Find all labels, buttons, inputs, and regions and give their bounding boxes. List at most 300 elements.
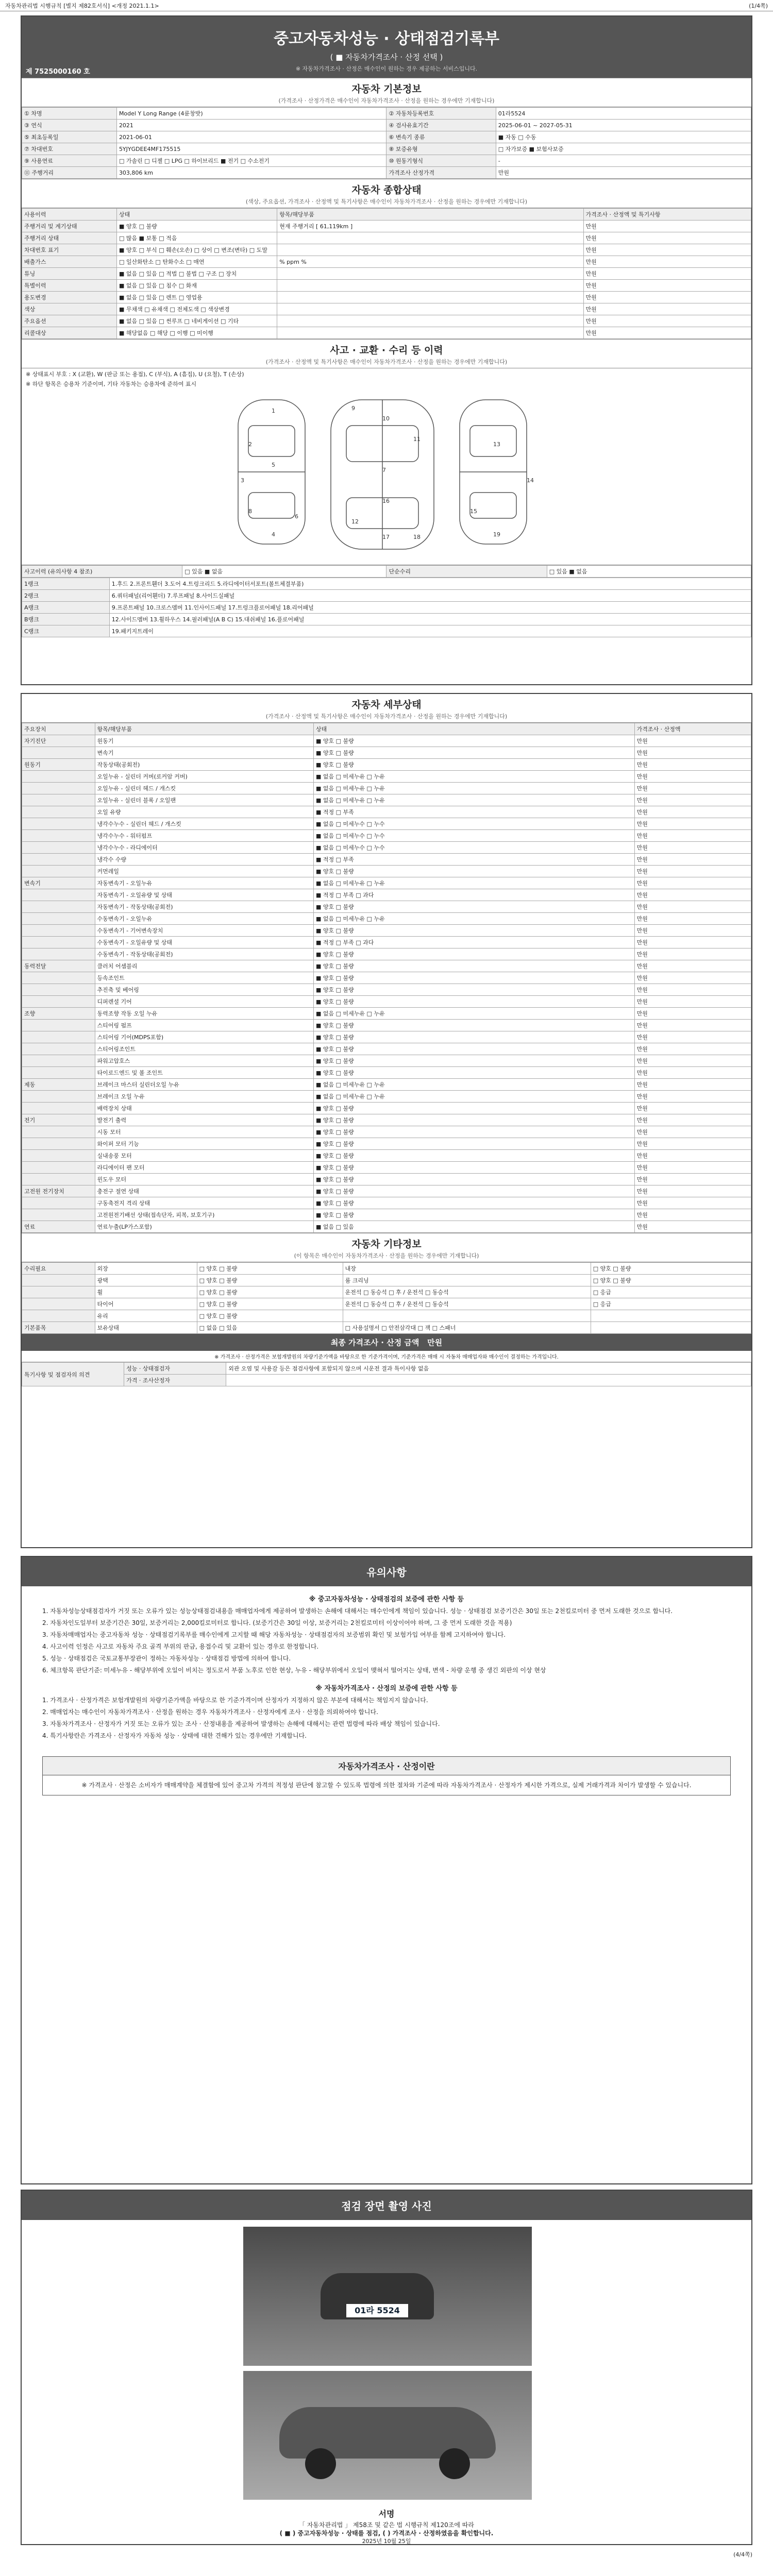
table-row bbox=[22, 1162, 751, 1174]
field-label: 가격조사 산정가격 bbox=[386, 167, 496, 179]
item-name: 배력장치 상태 bbox=[95, 1103, 314, 1114]
table-row bbox=[22, 1275, 751, 1286]
form-reference: 자동차관리법 시행규칙 [별지 제82호서식] <개정 2021.1.1> bbox=[5, 2, 159, 9]
row-value bbox=[277, 244, 583, 256]
table-row bbox=[22, 1185, 751, 1197]
note-item: 2. 매매업자는 매수인이 자동차가격조사 · 산정을 원하는 경우 자동차가격조사 · 산정자에게 조사 · 산정을 의뢰하여야 합니다. bbox=[42, 1708, 378, 1716]
table-row bbox=[22, 268, 751, 280]
row-value bbox=[277, 327, 583, 339]
device-group bbox=[22, 1150, 95, 1162]
table-row bbox=[22, 854, 751, 866]
notes-body bbox=[22, 1586, 751, 1749]
section-sub-basic: (가격조사 · 산정가격은 매수인이 자동차가격조사 · 산정을 원하는 경우에만 기재합니다) bbox=[22, 96, 751, 107]
item-status: ■ 양호 □ 불량 bbox=[314, 996, 635, 1008]
vehicle-diagram bbox=[22, 389, 751, 565]
item-name: 수동변속기 - 작동상태(공회전) bbox=[95, 948, 314, 960]
device-group bbox=[22, 1209, 95, 1221]
diagram-part-number: 16 bbox=[382, 498, 390, 504]
field-label: ④ 검사유효기간 bbox=[386, 120, 496, 131]
item-name: 시동 모터 bbox=[95, 1126, 314, 1138]
license-plate: 01라 5524 bbox=[346, 2304, 408, 2317]
section-title-overall: 자동차 종합상태 bbox=[22, 179, 751, 197]
note-item: 1. 자동차성능상태점검자가 거짓 또는 오류가 있는 성능상태점검내용을 매매업자에게 제공하여 발생하는 손해에 대해서는 매수인에게 책임이 있습니다. 성능 · 상태점검 보증기간은 30일 또는 2천킬로미터 중 먼저 도래한 것으로 합니다. bbox=[42, 1607, 673, 1615]
table-row bbox=[22, 1103, 751, 1114]
other-cell: 광택 bbox=[95, 1275, 197, 1286]
row-label: 주행거리 상태 bbox=[22, 232, 117, 244]
device-group bbox=[22, 1091, 95, 1103]
device-group bbox=[22, 1174, 95, 1185]
row-value: 만원 bbox=[583, 232, 751, 244]
device-group bbox=[22, 1067, 95, 1079]
table-row bbox=[22, 1031, 751, 1043]
row-value bbox=[277, 232, 583, 244]
field-value: 만원 bbox=[496, 167, 751, 179]
item-price: 만원 bbox=[634, 1114, 751, 1126]
special-notes-table bbox=[22, 1362, 751, 1386]
other-cell: □ 양호 □ 불량 bbox=[591, 1263, 751, 1275]
other-cell: 유리 bbox=[95, 1310, 197, 1322]
page-1 bbox=[21, 15, 752, 685]
item-name: 파워고압호스 bbox=[95, 1055, 314, 1067]
item-price: 만원 bbox=[634, 1126, 751, 1138]
table-row bbox=[22, 901, 751, 913]
other-cell: □ 응급 bbox=[591, 1286, 751, 1298]
table-row bbox=[22, 1091, 751, 1103]
note-item: 3. 자동차가격조사 · 산정자가 거짓 또는 오류가 있는 조사 · 산정내용을 제공하여 발생하는 손해에 대해서는 관련 법령에 따라 배상 책임이 있습니다. bbox=[42, 1720, 440, 1727]
other-cell: □ 양호 □ 불량 bbox=[197, 1275, 343, 1286]
row-value: □ 많음 ■ 보통 □ 적음 bbox=[116, 232, 277, 244]
table-row bbox=[22, 143, 751, 155]
other-cell: 룸 크리닝 bbox=[343, 1275, 591, 1286]
diagram-part-number: 1 bbox=[272, 408, 275, 414]
diagram-part-number: 19 bbox=[493, 531, 500, 538]
note-item: 4. 특기사항란은 가격조사 · 산정자가 자동차 성능 · 상태에 대한 견해가 있는 경우에만 기재합니다. bbox=[42, 1732, 307, 1739]
row-value: ■ 없음 □ 있음 □ 침수 □ 화재 bbox=[116, 280, 277, 292]
item-status: ■ 양호 □ 불량 bbox=[314, 1138, 635, 1150]
device-group bbox=[22, 818, 95, 830]
item-price: 만원 bbox=[634, 806, 751, 818]
device-group bbox=[22, 889, 95, 901]
table-row bbox=[22, 1067, 751, 1079]
column-header: 사용이력 bbox=[22, 209, 117, 221]
row-value: 만원 bbox=[583, 256, 751, 268]
diagram-part-number: 13 bbox=[493, 441, 500, 448]
table-row bbox=[22, 167, 751, 179]
history-label: 사고이력 (유의사항 4 참조) bbox=[22, 566, 182, 578]
row-label: 차대번호 표기 bbox=[22, 244, 117, 256]
section-sub-overall: (색상, 주요옵션, 가격조사 · 산정액 및 특기사항은 매수인이 자동차가격조사 · 산정을 원하는 경우에만 기재합니다) bbox=[22, 197, 751, 208]
document-title: 중고자동차성능 · 상태점검기록부 bbox=[273, 30, 499, 48]
device-group bbox=[22, 1031, 95, 1043]
table-row bbox=[22, 889, 751, 901]
item-name: 수동변속기 - 기어변속장치 bbox=[95, 925, 314, 937]
item-status: ■ 양호 □ 불량 bbox=[314, 735, 635, 747]
item-name: 스티어링 펌프 bbox=[95, 1020, 314, 1031]
item-price: 만원 bbox=[634, 1209, 751, 1221]
item-name: 오일누유 - 실린더 헤드 / 개스킷 bbox=[95, 783, 314, 794]
row-value: 만원 bbox=[583, 221, 751, 232]
table-row bbox=[22, 925, 751, 937]
device-group bbox=[22, 747, 95, 759]
row-label: 배출가스 bbox=[22, 256, 117, 268]
item-price: 만원 bbox=[634, 925, 751, 937]
diagram-part-number: 12 bbox=[351, 518, 359, 525]
item-price: 만원 bbox=[634, 1138, 751, 1150]
row-label: 주요옵션 bbox=[22, 315, 117, 327]
valuation-box-text: ※ 가격조사 · 산정은 소비자가 매매계약을 체결함에 있어 중고차 가격의 적정성 판단에 참고할 수 있도록 법령에 의한 절차와 기준에 따라 자동차가격조사 · 산정자가 제시한 가격으로, 실제 거래가격과 차이가 발생할 수 있습니다. bbox=[81, 1782, 692, 1789]
other-cell: 외장 bbox=[95, 1263, 197, 1275]
other-cell bbox=[22, 1286, 95, 1298]
item-name: 스티어링조인트 bbox=[95, 1043, 314, 1055]
diagram-part-number: 4 bbox=[272, 531, 275, 538]
note-item: 5. 성능 · 상태점검은 국토교통부장관이 정하는 자동차성능 · 상태점검 방법에 의하여 합니다. bbox=[42, 1655, 291, 1662]
field-value: Model Y Long Range (4륜창밧) bbox=[116, 108, 386, 120]
table-row bbox=[22, 818, 751, 830]
item-price: 만원 bbox=[634, 842, 751, 854]
row-label: 특별이력 bbox=[22, 280, 117, 292]
row-label: 튜닝 bbox=[22, 268, 117, 280]
special-text bbox=[226, 1375, 751, 1386]
row-label: 색상 bbox=[22, 303, 117, 315]
device-group bbox=[22, 1138, 95, 1150]
page-indicator: (1/4쪽) bbox=[749, 2, 768, 9]
table-row bbox=[22, 1363, 751, 1375]
table-row bbox=[22, 155, 751, 167]
device-group bbox=[22, 937, 95, 948]
row-value: ■ 없음 □ 있음 □ 썬루프 □ 네비게이션 □ 기타 bbox=[116, 315, 277, 327]
table-row bbox=[22, 747, 751, 759]
item-price: 만원 bbox=[634, 759, 751, 771]
row-value: 만원 bbox=[583, 280, 751, 292]
other-cell: □ 양호 □ 불량 bbox=[197, 1263, 343, 1275]
item-price: 만원 bbox=[634, 996, 751, 1008]
rank-parts: 19.패키지트레이 bbox=[109, 625, 751, 637]
special-label: 특기사항 및 점검자의 의견 bbox=[22, 1363, 124, 1386]
item-name: 실내송풍 모터 bbox=[95, 1150, 314, 1162]
device-group bbox=[22, 972, 95, 984]
item-price: 만원 bbox=[634, 854, 751, 866]
other-cell: □ 양호 □ 불량 bbox=[197, 1298, 343, 1310]
item-status: ■ 없음 □ 미세누유 □ 누유 bbox=[314, 1008, 635, 1020]
table-row bbox=[22, 590, 751, 602]
column-header: 가격조사 · 산정액 bbox=[634, 723, 751, 735]
field-label: ⑧ 보증유형 bbox=[386, 143, 496, 155]
table-row bbox=[22, 735, 751, 747]
diagram-part-number: 7 bbox=[382, 467, 386, 473]
diagram-part-number: 6 bbox=[295, 513, 298, 520]
row-label: 용도변경 bbox=[22, 292, 117, 303]
column-header: 상태 bbox=[314, 723, 635, 735]
other-cell: 보유상태 bbox=[95, 1322, 197, 1334]
item-status: ■ 양호 □ 불량 bbox=[314, 1162, 635, 1174]
item-name: 타이로드엔드 및 볼 조인트 bbox=[95, 1067, 314, 1079]
item-name: 원동기 bbox=[95, 735, 314, 747]
item-status: ■ 없음 □ 미세누유 □ 누유 bbox=[314, 913, 635, 925]
special-text: 외관 오염 및 사용감 등은 점검사항에 포함되지 않으며 시운전 결과 특이사항 없음 bbox=[226, 1363, 751, 1375]
other-cell: □ 없음 □ 있음 bbox=[197, 1322, 343, 1334]
device-group bbox=[22, 1020, 95, 1031]
signature-line-1: 「 자동차관리법 」 제58조 및 같은 법 시행규칙 제120조에 따라 bbox=[299, 2521, 474, 2529]
row-value: 만원 bbox=[583, 327, 751, 339]
rank-label: B랭크 bbox=[22, 614, 110, 625]
device-group bbox=[22, 783, 95, 794]
item-status: ■ 양호 □ 불량 bbox=[314, 1020, 635, 1031]
item-name: 등속조인트 bbox=[95, 972, 314, 984]
device-group: 변속기 bbox=[22, 877, 95, 889]
item-name: 스티어링 기어(MDPS포함) bbox=[95, 1031, 314, 1043]
field-label: ⑤ 최초등록일 bbox=[22, 131, 117, 143]
device-group: 연료 bbox=[22, 1221, 95, 1233]
item-name: 발전기 출력 bbox=[95, 1114, 314, 1126]
diagram-part-number: 9 bbox=[351, 405, 355, 412]
table-row bbox=[22, 614, 751, 625]
other-cell: 수리필요 bbox=[22, 1263, 95, 1275]
other-cell: 운전석 □ 동승석 □ 후 / 운전석 □ 동승석 bbox=[343, 1298, 591, 1310]
rank-parts: 6.쿼터패널(리어휀더) 7.루프패널 8.사이드실패널 bbox=[109, 590, 751, 602]
note-item: 6. 체크항목 판단기준: 미세누유 - 해당부위에 오일이 비치는 정도로서 부품 노후로 인한 현상, 누유 - 해당부위에서 오일이 맺혀서 떨어지는 상태, 변색 - 차량 운행 중 생긴 외판의 이상 현상 bbox=[42, 1667, 546, 1674]
other-cell: □ 응급 bbox=[591, 1298, 751, 1310]
column-header: 항목/해당부품 bbox=[95, 723, 314, 735]
car-top-view-right bbox=[460, 400, 527, 544]
item-price: 만원 bbox=[634, 1079, 751, 1091]
row-value: 현재 주행거리 [ 61,119km ] bbox=[277, 221, 583, 232]
other-cell bbox=[591, 1322, 751, 1334]
device-group bbox=[22, 901, 95, 913]
field-value: 2021 bbox=[116, 120, 386, 131]
table-row bbox=[22, 1174, 751, 1185]
other-cell: 기본품목 bbox=[22, 1322, 95, 1334]
item-name: 디퍼렌셜 기어 bbox=[95, 996, 314, 1008]
section-sub-other: (이 항목은 매수인이 자동차가격조사 · 산정을 원하는 경우에만 기재합니다) bbox=[22, 1251, 751, 1262]
table-row bbox=[22, 877, 751, 889]
table-row bbox=[22, 625, 751, 637]
item-price: 만원 bbox=[634, 1162, 751, 1174]
table-row bbox=[22, 221, 751, 232]
overall-table bbox=[22, 208, 751, 339]
special-role: 가격 · 조사산정자 bbox=[124, 1375, 226, 1386]
table-row bbox=[22, 1221, 751, 1233]
table-row bbox=[22, 1043, 751, 1055]
field-value: 2021-06-01 bbox=[116, 131, 386, 143]
item-status: ■ 없음 □ 미세누유 □ 누유 bbox=[314, 877, 635, 889]
item-name: 클러치 어셈블리 bbox=[95, 960, 314, 972]
page-4 bbox=[21, 2190, 752, 2545]
item-price: 만원 bbox=[634, 984, 751, 996]
table-row bbox=[22, 771, 751, 783]
item-name: 냉각수 수량 bbox=[95, 854, 314, 866]
signature-title: 서명 bbox=[378, 2509, 395, 2519]
device-group bbox=[22, 1103, 95, 1114]
diagram-part-number: 18 bbox=[413, 534, 421, 540]
field-label: ⑩ 원동기형식 bbox=[386, 155, 496, 167]
field-label: ⑥ 변속기 종류 bbox=[386, 131, 496, 143]
table-row bbox=[22, 913, 751, 925]
field-label: ⑪ 주행거리 bbox=[22, 167, 117, 179]
field-value: - bbox=[496, 155, 751, 167]
item-status: ■ 양호 □ 불량 bbox=[314, 1150, 635, 1162]
other-cell: 휠 bbox=[95, 1286, 197, 1298]
table-row bbox=[22, 1298, 751, 1310]
item-price: 만원 bbox=[634, 771, 751, 783]
item-status: ■ 양호 □ 불량 bbox=[314, 925, 635, 937]
note-item: 2. 자동차인도일부터 보증기간은 30일, 보증거리는 2,000킬로미터로 합니다. (보증기간은 30일 이상, 보증거리는 2천킬로미터 이상이어야 하며, 그 중 먼저 도래한 것을 적용) bbox=[42, 1619, 512, 1626]
field-value: 2025-06-01 ~ 2027-05-31 bbox=[496, 120, 751, 131]
item-status: ■ 없음 □ 미세누수 □ 누수 bbox=[314, 818, 635, 830]
item-price: 만원 bbox=[634, 960, 751, 972]
history-value: □ 있음 ■ 없음 bbox=[547, 566, 751, 578]
item-price: 만원 bbox=[634, 818, 751, 830]
valuation-info-box bbox=[42, 1756, 731, 1795]
table-row bbox=[22, 1310, 751, 1322]
item-name: 라디에이터 팬 모터 bbox=[95, 1162, 314, 1174]
item-status: ■ 적정 □ 부족 bbox=[314, 806, 635, 818]
item-name: 동력조향 작동 오일 누유 bbox=[95, 1008, 314, 1020]
row-value: 만원 bbox=[583, 268, 751, 280]
item-status: ■ 없음 □ 미세누유 □ 누유 bbox=[314, 1091, 635, 1103]
diagram-part-number: 5 bbox=[272, 462, 275, 468]
table-row bbox=[22, 1263, 751, 1275]
item-price: 만원 bbox=[634, 1185, 751, 1197]
other-cell: □ 사용설명서 □ 안전삼각대 □ 잭 □ 스패너 bbox=[343, 1322, 591, 1334]
other-cell bbox=[22, 1310, 95, 1322]
inspection-photo-front bbox=[243, 2227, 532, 2366]
other-cell bbox=[22, 1275, 95, 1286]
item-status: ■ 적정 □ 부족 □ 과다 bbox=[314, 889, 635, 901]
table-row bbox=[22, 578, 751, 590]
other-cell: □ 양호 □ 불량 bbox=[591, 1275, 751, 1286]
detail-table bbox=[22, 723, 751, 1233]
table-row bbox=[22, 244, 751, 256]
field-label: ⑦ 차대번호 bbox=[22, 143, 117, 155]
item-price: 만원 bbox=[634, 889, 751, 901]
item-status: ■ 없음 □ 미세누수 □ 누수 bbox=[314, 842, 635, 854]
item-name: 브레이크 마스터 실린더오일 누유 bbox=[95, 1079, 314, 1091]
item-status: ■ 양호 □ 불량 bbox=[314, 1114, 635, 1126]
table-row bbox=[22, 1286, 751, 1298]
table-row bbox=[22, 131, 751, 143]
basic-info-table bbox=[22, 107, 751, 179]
item-status: ■ 양호 □ 불량 bbox=[314, 1067, 635, 1079]
item-status: ■ 양호 □ 불량 bbox=[314, 747, 635, 759]
column-header: 항목/해당부품 bbox=[277, 209, 583, 221]
item-price: 만원 bbox=[634, 1043, 751, 1055]
signature-line-2: ( ■ ) 중고자동차성능 · 상태를 점검, ( ) 가격조사 · 산정하였음을 확인합니다. bbox=[279, 2530, 494, 2537]
item-status: ■ 양호 □ 불량 bbox=[314, 1209, 635, 1221]
diagram-part-number: 15 bbox=[470, 508, 477, 515]
table-row bbox=[22, 759, 751, 771]
item-name: 작동상태(공회전) bbox=[95, 759, 314, 771]
device-group bbox=[22, 996, 95, 1008]
diagram-part-number: 2 bbox=[248, 441, 252, 448]
car-top-view-left bbox=[238, 400, 305, 544]
table-row bbox=[22, 1197, 751, 1209]
item-name: 수동변속기 - 오일유량 및 상태 bbox=[95, 937, 314, 948]
section-title-basic: 자동차 기본정보 bbox=[22, 78, 751, 96]
other-table bbox=[22, 1262, 751, 1334]
other-cell: □ 양호 □ 불량 bbox=[197, 1286, 343, 1298]
item-name: 자동변속기 - 오일유량 및 상태 bbox=[95, 889, 314, 901]
table-row bbox=[22, 948, 751, 960]
section-title-detail: 자동차 세부상태 bbox=[351, 699, 422, 710]
device-group bbox=[22, 913, 95, 925]
item-status: ■ 양호 □ 불량 bbox=[314, 984, 635, 996]
device-group bbox=[22, 842, 95, 854]
field-value: 303,806 km bbox=[116, 167, 386, 179]
device-group: 자기진단 bbox=[22, 735, 95, 747]
row-value: ■ 없음 □ 있음 □ 적법 □ 불법 □ 구조 □ 장치 bbox=[116, 268, 277, 280]
item-name: 냉각수누수 - 실린더 헤드 / 개스킷 bbox=[95, 818, 314, 830]
rank-parts: 12.사이드멤버 13.휠하우스 14.필러패널(A B C) 15.대쉬패널 16.플로어패널 bbox=[109, 614, 751, 625]
final-price-amount: 만원 bbox=[427, 1338, 443, 1347]
other-cell bbox=[22, 1298, 95, 1310]
device-group: 전기 bbox=[22, 1114, 95, 1126]
device-group bbox=[22, 1055, 95, 1067]
device-group bbox=[22, 1162, 95, 1174]
item-name: 냉각수누수 - 라디에이터 bbox=[95, 842, 314, 854]
footer-page: (4/4쪽) bbox=[733, 2551, 752, 2558]
table-row bbox=[22, 1008, 751, 1020]
table-row bbox=[22, 1322, 751, 1334]
item-price: 만원 bbox=[634, 937, 751, 948]
item-status: ■ 없음 □ 미세누유 □ 누유 bbox=[314, 794, 635, 806]
item-price: 만원 bbox=[634, 794, 751, 806]
item-name: 커먼레일 bbox=[95, 866, 314, 877]
device-group bbox=[22, 948, 95, 960]
section-title-accident: 사고 · 교환 · 수리 등 이력 bbox=[22, 339, 751, 358]
item-status: ■ 양호 □ 불량 bbox=[314, 948, 635, 960]
item-name: 고전원전기배선 상태(접속단자, 피복, 보호기구) bbox=[95, 1209, 314, 1221]
item-price: 만원 bbox=[634, 1008, 751, 1020]
table-row bbox=[22, 960, 751, 972]
inspection-photo-lift bbox=[243, 2371, 532, 2500]
row-value bbox=[277, 268, 583, 280]
item-status: ■ 양호 □ 불량 bbox=[314, 866, 635, 877]
item-name: 브레이크 오일 누유 bbox=[95, 1091, 314, 1103]
wheel-front bbox=[305, 2448, 336, 2479]
section-title-other: 자동차 기타정보 bbox=[22, 1233, 751, 1251]
item-name: 추진축 및 베어링 bbox=[95, 984, 314, 996]
accident-legend: ※ 상태표시 부호 : X (교환), W (판금 또는 용접), C (부식), A (흠집), U (요철), T (손상) bbox=[26, 371, 244, 378]
row-label: 리콜대상 bbox=[22, 327, 117, 339]
car-outline-diagram bbox=[22, 389, 751, 565]
item-price: 만원 bbox=[634, 1091, 751, 1103]
rank-label: A랭크 bbox=[22, 602, 110, 614]
valuation-box-title: 자동차가격조사 · 산정이란 bbox=[43, 1757, 730, 1775]
item-price: 만원 bbox=[634, 1067, 751, 1079]
table-row bbox=[22, 842, 751, 854]
table-row bbox=[22, 232, 751, 244]
column-header: 주요장치 bbox=[22, 723, 95, 735]
item-name: 자동변속기 - 작동상태(공회전) bbox=[95, 901, 314, 913]
item-status: ■ 양호 □ 불량 bbox=[314, 1185, 635, 1197]
row-value: ■ 해당없음 □ 해당 □ 이행 □ 미이행 bbox=[116, 327, 277, 339]
document-header bbox=[22, 16, 751, 78]
table-row bbox=[22, 327, 751, 339]
item-status: ■ 없음 □ 미세누유 □ 누유 bbox=[314, 1079, 635, 1091]
row-value bbox=[277, 315, 583, 327]
item-status: ■ 없음 □ 미세누수 □ 누수 bbox=[314, 830, 635, 842]
field-value: □ 가솔린 □ 디젤 □ LPG □ 하이브리드 ■ 전기 □ 수소전기 bbox=[116, 155, 386, 167]
item-status: ■ 적정 □ 부족 □ 과다 bbox=[314, 937, 635, 948]
table-row bbox=[22, 866, 751, 877]
table-row bbox=[22, 1138, 751, 1150]
table-row bbox=[22, 303, 751, 315]
device-group: 동력전달 bbox=[22, 960, 95, 972]
item-name: 윈도우 모터 bbox=[95, 1174, 314, 1185]
item-price: 만원 bbox=[634, 1174, 751, 1185]
diagram-part-number: 11 bbox=[413, 436, 421, 443]
row-value: 만원 bbox=[583, 315, 751, 327]
